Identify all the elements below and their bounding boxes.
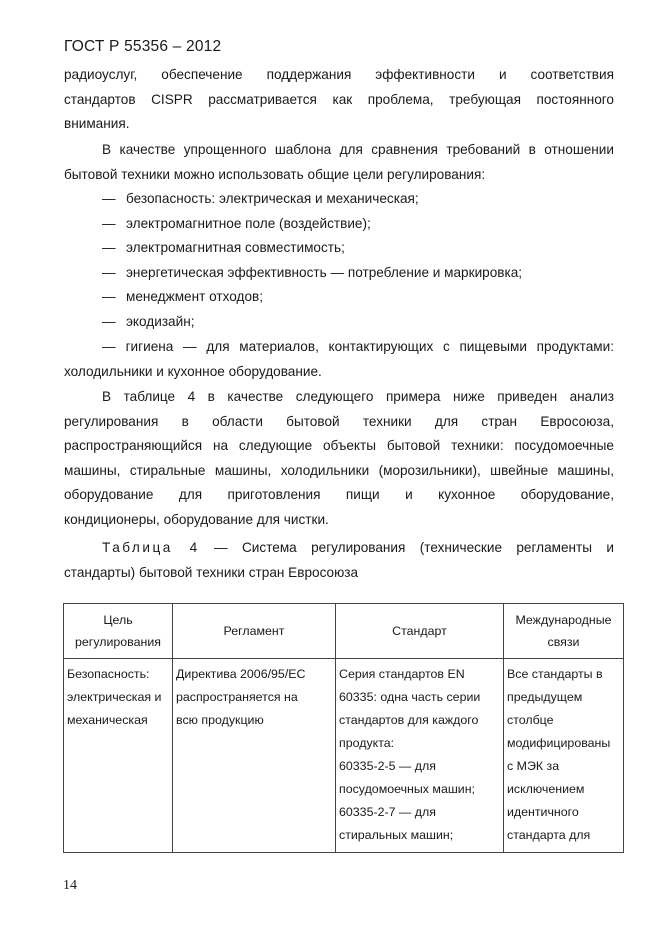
- paragraph-line: радиоуслуг, обеспечение поддержания эффективности и соответствия: [64, 67, 614, 82]
- column-header-regulation: Регламент: [173, 604, 336, 659]
- cell-line: модифицированы: [507, 736, 611, 750]
- header-text: связи: [547, 635, 580, 649]
- cell-line: продукта:: [339, 736, 395, 750]
- paragraph-line: внимания.: [64, 116, 130, 132]
- paragraph-line: холодильники и кухонное оборудование.: [64, 363, 322, 379]
- list-item: [64, 236, 614, 261]
- cell-line: распространяется на: [176, 690, 298, 704]
- table-header-row: [64, 604, 624, 659]
- dash-bullet: —: [102, 215, 116, 231]
- list-item: [64, 187, 614, 212]
- paragraph-line: регулирования в области бытовой техники для стран Евросоюза,: [64, 413, 614, 429]
- paragraph-1: [64, 63, 614, 137]
- table-row: [64, 659, 624, 853]
- paragraph-line: [64, 385, 614, 410]
- cell-line: стиральных машин;: [339, 828, 454, 842]
- header-text: Цель: [103, 613, 133, 627]
- paragraph-line: машины, стиральные машины, холодильники (морозильники), швейные машины,: [64, 462, 614, 478]
- caption-line: стандарты) бытовой техники стран Евросоюза: [64, 564, 359, 580]
- dash-bullet: —: [102, 191, 116, 206]
- page-number: 14: [63, 878, 77, 893]
- paragraph-text: В таблице 4 в качестве следующего примера ниже приведен анализ: [102, 389, 614, 404]
- paragraph-line: распространяющийся на следующие объекты бытовой техники: посудомоечные: [64, 438, 614, 454]
- cell-line: Безопасность:: [67, 667, 150, 681]
- column-header-international: [504, 604, 624, 659]
- caption-label: Таблица 4: [102, 540, 200, 555]
- paragraph-4: [64, 385, 614, 533]
- cell-line: исключением: [507, 782, 585, 796]
- cell-line: всю продукцию: [176, 713, 264, 727]
- cell-line: механическая: [67, 713, 148, 727]
- paragraph-text: гигиена — для материалов, контактирующих с пищевыми продуктами:: [125, 339, 614, 354]
- cell-line: с МЭК за: [507, 759, 560, 773]
- cell-regulation: [173, 659, 336, 853]
- paragraph-text: В качестве упрощенного шаблона для сравнения требований в отношении: [102, 142, 614, 157]
- paragraph-line: [64, 335, 614, 360]
- cell-international: [504, 659, 624, 853]
- regulation-goals-list: [64, 187, 614, 335]
- list-item: [64, 285, 614, 310]
- list-item-text: электромагнитная совместимость;: [126, 240, 345, 256]
- paragraph-3: [64, 335, 614, 384]
- cell-line: электрическая и: [67, 690, 162, 704]
- dash-bullet: —: [102, 289, 116, 305]
- dash-bullet: —: [102, 240, 116, 256]
- header-text: регулирования: [75, 635, 161, 649]
- cell-line: Все стандарты в: [507, 667, 603, 681]
- cell-goal: [64, 659, 173, 853]
- list-item: [64, 212, 614, 237]
- list-item-text: экодизайн;: [126, 313, 195, 329]
- list-item-text: безопасность: электрическая и механическая;: [126, 191, 419, 206]
- list-item: [64, 310, 614, 335]
- document-header: ГОСТ Р 55356 – 2012: [64, 38, 222, 55]
- column-header-goal: [64, 604, 173, 659]
- caption-line: [64, 536, 614, 561]
- list-item-text: энергетическая эффективность — потребление и маркировка;: [126, 264, 523, 280]
- caption-text: — Система регулирования (технические регламенты и: [214, 540, 614, 555]
- dash-bullet: —: [102, 264, 116, 280]
- cell-line: 60335: одна часть серии: [339, 690, 481, 704]
- column-header-standard: Стандарт: [336, 604, 504, 659]
- paragraph-line: оборудование для приготовления пищи и кухонное оборудование,: [64, 487, 614, 503]
- cell-line: Серия стандартов EN: [339, 667, 465, 681]
- cell-line: стандартов для каждого: [339, 713, 479, 727]
- paragraph-line: кондиционеры, оборудование для чистки.: [64, 511, 329, 527]
- cell-line: посудомоечных машин;: [339, 782, 475, 796]
- cell-line: Директива 2006/95/ЕС: [176, 667, 306, 681]
- table-caption: [64, 536, 614, 585]
- dash-bullet: —: [102, 313, 116, 329]
- paragraph-line: стандартов CISPR рассматривается как проблема, требующая постоянного: [64, 91, 614, 107]
- list-item: [64, 261, 614, 286]
- cell-line: 60335-2-5 — для: [339, 759, 436, 773]
- paragraph-line: бытовой техники можно использовать общие цели регулирования:: [64, 166, 486, 182]
- cell-line: идентичного: [507, 805, 579, 819]
- regulation-table: [63, 603, 624, 853]
- list-item-text: менеджмент отходов;: [126, 289, 263, 305]
- cell-line: 60335-2-7 — для: [339, 805, 436, 819]
- cell-line: предыдущем: [507, 690, 583, 704]
- cell-line: стандарта для: [507, 828, 591, 842]
- paragraph-2: [64, 138, 614, 187]
- header-text: Международные: [515, 613, 612, 627]
- cell-line: столбце: [507, 713, 554, 727]
- dash-bullet: —: [102, 339, 116, 354]
- list-item-text: электромагнитное поле (воздействие);: [126, 215, 371, 231]
- cell-standard: [336, 659, 504, 853]
- paragraph-line: [64, 138, 614, 163]
